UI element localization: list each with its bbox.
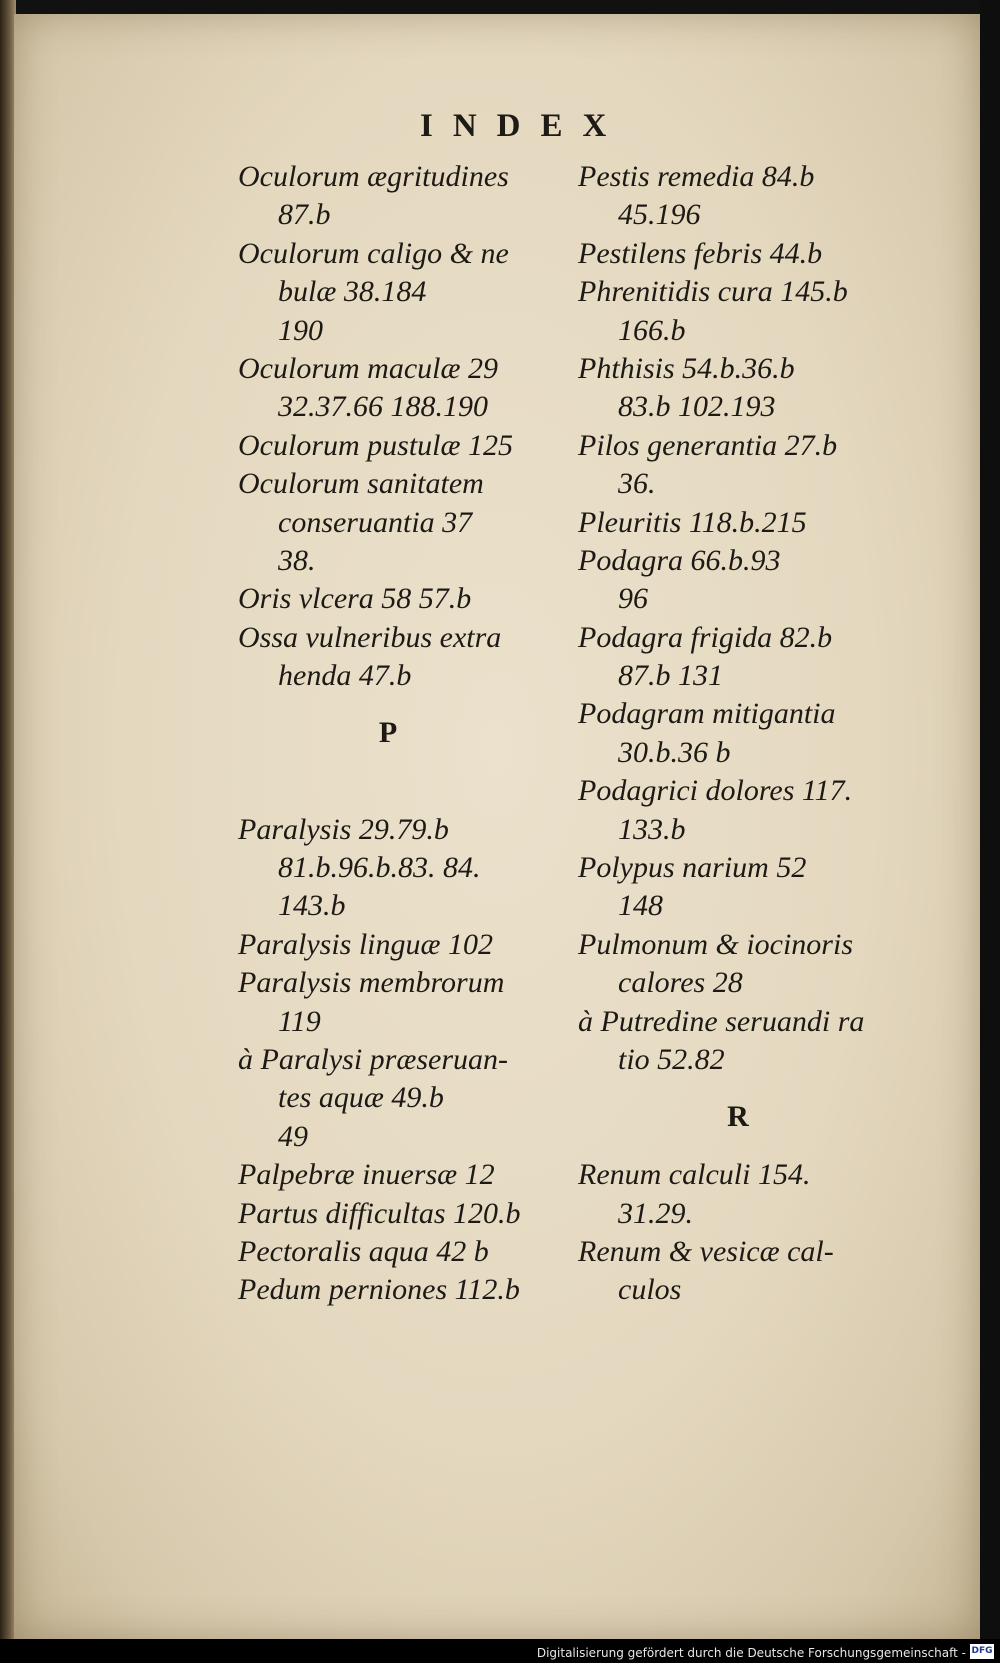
index-entry-continuation: 30.b.36 b (618, 735, 731, 769)
index-column-left (238, 158, 558, 1310)
index-entry-term: Podagrici dolores 117. (578, 774, 853, 808)
index-entry (578, 695, 898, 772)
index-entry (578, 273, 898, 350)
index-entry-term: Pulmonum & iocinoris (578, 927, 853, 961)
index-entry (238, 235, 558, 350)
index-entry (578, 1156, 898, 1233)
index-entry-term: Pedum perniones 112.b (238, 1273, 520, 1307)
page-right-border (980, 0, 1000, 1643)
index-entry-term: Oculorum maculæ 29 (238, 351, 498, 385)
index-entry (238, 964, 558, 1041)
index-entry-continuation: 49 (278, 1119, 308, 1153)
index-entry-continuation: 83.b 102.193 (618, 390, 776, 424)
index-entry (238, 158, 558, 235)
index-entry (578, 235, 898, 273)
index-entry-term: Phthisis 54.b.36.b (578, 351, 795, 385)
index-entry (578, 619, 898, 696)
index-entry (578, 926, 898, 1003)
index-entry (238, 1195, 558, 1233)
index-entry-continuation: 143.b (278, 889, 346, 923)
index-entry-term: à Paralysi præseruan- (238, 1043, 508, 1076)
index-entry-continuation: 166.b (618, 313, 686, 347)
index-entry-term: Paralysis membrorum (238, 966, 505, 1000)
index-entry-term: Podagra frigida 82.b (578, 620, 833, 654)
index-entry (238, 1041, 558, 1156)
index-entry (238, 580, 558, 618)
index-entry-continuation: conseruantia 37 (278, 505, 473, 539)
index-entry (238, 811, 558, 926)
index-entry-term: Oris vlcera 58 57.b (238, 582, 472, 616)
index-entry (578, 504, 898, 542)
index-entry (578, 849, 898, 926)
index-entry-continuation: culos (618, 1273, 682, 1307)
index-entry (578, 1233, 898, 1310)
index-entry-continuation: 87.b 131 (618, 659, 723, 693)
index-entry-term: Polypus narium 52 (578, 851, 807, 885)
index-entry-continuation: 32.37.66 188.190 (278, 390, 488, 424)
section-letter-r: R (727, 1100, 749, 1134)
index-entry-continuation: 31.29. (618, 1196, 693, 1230)
index-entry-term: Paralysis 29.79.b (238, 812, 449, 846)
index-entry-continuation: 133.b (618, 812, 686, 846)
index-entry-term: Oculorum sanitatem (238, 467, 484, 501)
index-entry-term: Renum calculi 154. (578, 1158, 811, 1192)
index-entry-continuation: tio 52.82 (618, 1042, 725, 1076)
index-entry-term: Pectoralis aqua 42 b (238, 1234, 489, 1268)
index-entry-continuation: 119 (278, 1004, 321, 1038)
index-entry-term: Palpebræ inuersæ 12 (238, 1158, 495, 1192)
index-entry-term: Oculorum pustulæ 125 (238, 428, 514, 462)
index-entry (238, 350, 558, 427)
index-entry-continuation: 38. (278, 543, 316, 577)
index-entry-term: à Putredine seruandi ra (578, 1004, 865, 1038)
dfg-logo: DFG (970, 1644, 994, 1659)
index-entry (578, 772, 898, 849)
index-entry-term: Pilos generantia 27.b (578, 428, 838, 462)
page-title: INDEX (420, 108, 627, 144)
index-entry (238, 926, 558, 964)
index-entry-term: Paralysis linguæ 102 (238, 927, 494, 961)
index-entry-continuation: 96 (618, 582, 648, 616)
index-entry-term: Ossa vulneribus extra (238, 620, 502, 654)
index-entry-continuation: henda 47.b (278, 659, 412, 693)
index-entry-term: Pestis remedia 84.b (578, 160, 815, 193)
index-entry (238, 1156, 558, 1194)
index-entry (578, 1003, 898, 1080)
index-entry-term: Pleuritis 118.b.215 (578, 505, 807, 539)
index-entry (578, 350, 898, 427)
footer-bar (0, 1639, 1000, 1663)
index-entry-continuation: 87.b (278, 198, 331, 232)
index-entry-term: Renum & vesicæ cal- (578, 1234, 834, 1268)
index-entry (578, 158, 898, 235)
index-entry-continuation: 45.196 (618, 198, 701, 232)
index-entry-term: Podagra 66.b.93 (578, 543, 781, 577)
index-entry-continuation: calores 28 (618, 966, 743, 1000)
index-entry-term: Oculorum caligo & ne (238, 236, 509, 270)
index-column-right (578, 158, 898, 1310)
index-entry-continuation: tes aquæ 49.b (278, 1081, 444, 1115)
index-entry-continuation: 81.b.96.b.83. 84. (278, 851, 481, 885)
index-entry-continuation: bulæ 38.184 (278, 275, 427, 309)
index-entry-continuation: 190 (278, 313, 323, 347)
index-entry (238, 619, 558, 696)
index-entry-term: Oculorum ægritudines (238, 160, 509, 193)
index-entry (238, 465, 558, 580)
index-entry-continuation: 36. (618, 467, 656, 501)
index-entry-term: Pestilens febris 44.b (578, 236, 823, 270)
index-entry (578, 427, 898, 504)
funding-credit: Digitalisierung gefördert durch die Deutsche Forschungsgemeinschaft - (536, 1646, 966, 1660)
index-entry (238, 427, 558, 465)
index-entry-term: Podagram mitigantia (578, 697, 836, 731)
index-entry-continuation: 148 (618, 889, 663, 923)
index-entry (238, 1233, 558, 1271)
index-entry (238, 1271, 558, 1309)
index-entry (578, 542, 898, 619)
index-entry-term: Phrenitidis cura 145.b (578, 275, 848, 309)
section-letter-p: P (378, 716, 398, 750)
section-spacer (238, 772, 558, 810)
index-entry-term: Partus difficultas 120.b (238, 1196, 521, 1230)
